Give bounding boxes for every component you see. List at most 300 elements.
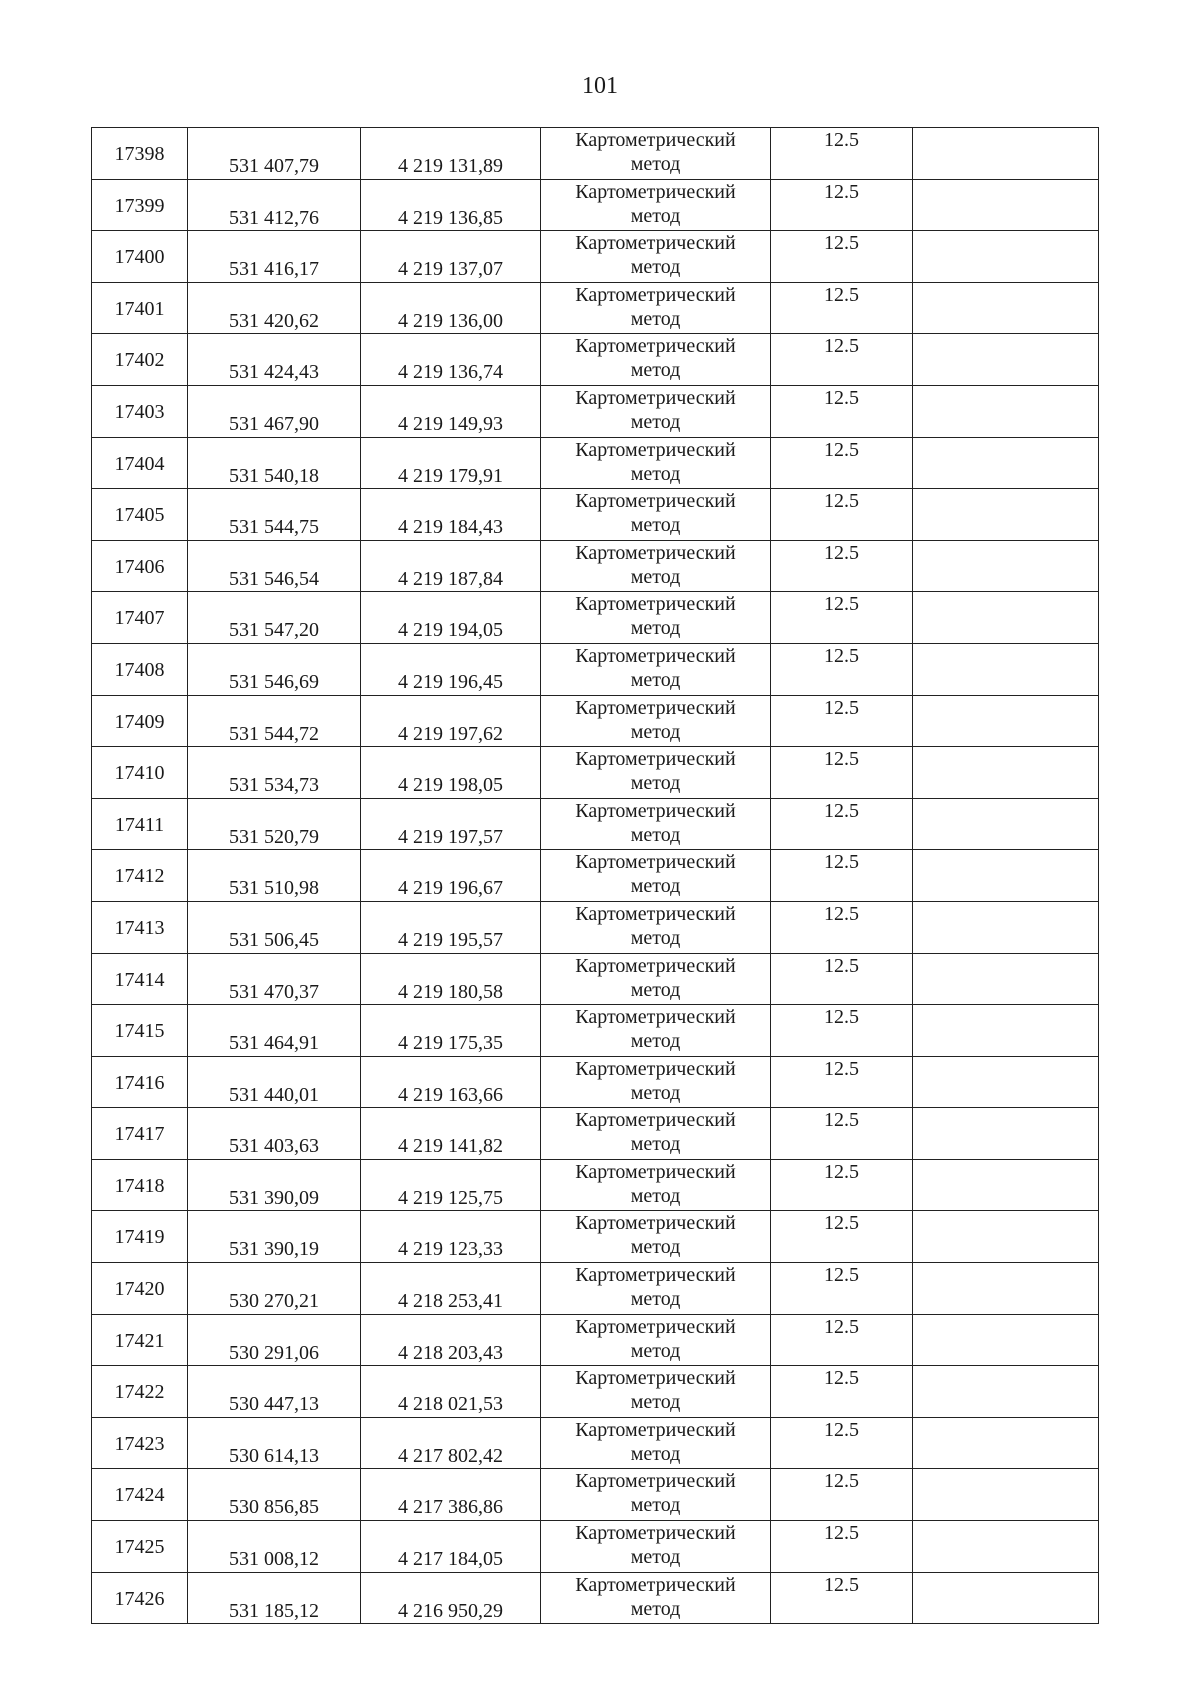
empty-cell bbox=[913, 231, 1099, 283]
empty-cell bbox=[913, 1108, 1099, 1160]
point-number-cell bbox=[92, 1469, 188, 1521]
table-row bbox=[92, 489, 1099, 541]
y-coordinate-cell bbox=[361, 1005, 541, 1057]
table-row bbox=[92, 1469, 1099, 1521]
x-coordinate: 531 546,69 bbox=[229, 670, 319, 693]
method-line-1: Картометрический bbox=[575, 1522, 736, 1545]
point-number-cell bbox=[92, 1572, 188, 1624]
x-coordinate: 530 291,06 bbox=[229, 1341, 319, 1364]
method-line-2: метод bbox=[630, 1339, 681, 1362]
method-line-2: метод bbox=[630, 1288, 681, 1311]
y-coordinate-cell bbox=[361, 592, 541, 644]
point-number: 17408 bbox=[114, 658, 165, 681]
point-number: 17423 bbox=[114, 1432, 165, 1455]
method-line-2: метод bbox=[630, 823, 681, 846]
accuracy-value: 12.5 bbox=[824, 1057, 859, 1080]
method-line-1: Картометрический bbox=[575, 386, 736, 409]
point-number: 17409 bbox=[114, 710, 165, 733]
accuracy-cell bbox=[771, 179, 913, 231]
method-line-2: метод bbox=[630, 462, 681, 485]
point-number: 17407 bbox=[114, 607, 165, 630]
method-cell bbox=[541, 1056, 771, 1108]
point-number-cell bbox=[92, 953, 188, 1005]
point-number-cell bbox=[92, 437, 188, 489]
accuracy-value: 12.5 bbox=[824, 283, 859, 306]
y-coordinate: 4 219 131,89 bbox=[398, 155, 503, 177]
method-line-2: метод bbox=[630, 1236, 681, 1259]
table-row bbox=[92, 850, 1099, 902]
point-number: 17413 bbox=[114, 916, 165, 939]
point-number: 17420 bbox=[114, 1278, 165, 1301]
method-line-1: Картометрический bbox=[575, 1057, 736, 1080]
point-number-cell bbox=[92, 1005, 188, 1057]
empty-cell bbox=[913, 179, 1099, 231]
accuracy-value: 12.5 bbox=[824, 954, 859, 977]
y-coordinate: 4 217 802,42 bbox=[398, 1444, 503, 1467]
accuracy-value: 12.5 bbox=[824, 902, 859, 925]
x-coordinate: 531 440,01 bbox=[229, 1083, 319, 1106]
y-coordinate: 4 216 950,29 bbox=[398, 1599, 503, 1622]
point-number-cell bbox=[92, 489, 188, 541]
accuracy-cell bbox=[771, 1211, 913, 1263]
empty-cell bbox=[913, 1005, 1099, 1057]
method-cell bbox=[541, 489, 771, 541]
accuracy-value: 12.5 bbox=[824, 696, 859, 719]
method-cell bbox=[541, 179, 771, 231]
empty-cell bbox=[913, 489, 1099, 541]
method-line-2: метод bbox=[630, 307, 681, 330]
point-number: 17410 bbox=[114, 762, 165, 785]
x-coordinate-cell bbox=[188, 592, 361, 644]
empty-cell bbox=[913, 437, 1099, 489]
method-line-2: метод bbox=[630, 410, 681, 433]
y-coordinate: 4 219 149,93 bbox=[398, 412, 503, 435]
method-cell bbox=[541, 1211, 771, 1263]
method-cell bbox=[541, 437, 771, 489]
x-coordinate: 530 447,13 bbox=[229, 1393, 319, 1416]
x-coordinate-cell bbox=[188, 334, 361, 386]
method-line-2: метод bbox=[630, 565, 681, 588]
accuracy-cell bbox=[771, 1108, 913, 1160]
point-number-cell bbox=[92, 850, 188, 902]
y-coordinate: 4 219 196,45 bbox=[398, 670, 503, 693]
y-coordinate-cell bbox=[361, 231, 541, 283]
x-coordinate-cell bbox=[188, 695, 361, 747]
y-coordinate-cell bbox=[361, 1263, 541, 1315]
empty-cell bbox=[913, 282, 1099, 334]
table-row bbox=[92, 1572, 1099, 1624]
method-line-1: Картометрический bbox=[575, 1470, 736, 1493]
method-line-1: Картометрический bbox=[575, 438, 736, 461]
method-line-1: Картометрический bbox=[575, 1212, 736, 1235]
empty-cell bbox=[913, 1159, 1099, 1211]
x-coordinate: 531 412,76 bbox=[229, 206, 319, 229]
accuracy-cell bbox=[771, 1056, 913, 1108]
y-coordinate: 4 218 203,43 bbox=[398, 1341, 503, 1364]
accuracy-value: 12.5 bbox=[824, 1470, 859, 1493]
x-coordinate: 531 506,45 bbox=[229, 928, 319, 951]
point-number: 17404 bbox=[114, 452, 165, 475]
point-number-cell bbox=[92, 592, 188, 644]
accuracy-value: 12.5 bbox=[824, 1367, 859, 1390]
y-coordinate-cell bbox=[361, 1366, 541, 1418]
method-line-1: Картометрический bbox=[575, 851, 736, 874]
method-cell bbox=[541, 540, 771, 592]
method-line-1: Картометрический bbox=[575, 799, 736, 822]
method-line-1: Картометрический bbox=[575, 1006, 736, 1029]
method-line-1: Картометрический bbox=[575, 1573, 736, 1596]
x-coordinate-cell bbox=[188, 1108, 361, 1160]
table-row bbox=[92, 437, 1099, 489]
x-coordinate-cell bbox=[188, 901, 361, 953]
accuracy-value: 12.5 bbox=[824, 335, 859, 358]
y-coordinate-cell bbox=[361, 385, 541, 437]
x-coordinate: 531 510,98 bbox=[229, 877, 319, 900]
method-line-2: метод bbox=[630, 1081, 681, 1104]
y-coordinate-cell bbox=[361, 850, 541, 902]
empty-cell bbox=[913, 643, 1099, 695]
accuracy-cell bbox=[771, 850, 913, 902]
point-number: 17403 bbox=[114, 400, 165, 423]
accuracy-value: 12.5 bbox=[824, 386, 859, 409]
empty-cell bbox=[913, 1314, 1099, 1366]
method-line-2: метод bbox=[630, 978, 681, 1001]
table-row bbox=[92, 231, 1099, 283]
y-coordinate-cell bbox=[361, 1417, 541, 1469]
x-coordinate-cell bbox=[188, 1366, 361, 1418]
y-coordinate: 4 219 197,57 bbox=[398, 825, 503, 848]
empty-cell bbox=[913, 1572, 1099, 1624]
table-row bbox=[92, 385, 1099, 437]
x-coordinate-cell bbox=[188, 1263, 361, 1315]
point-number-cell bbox=[92, 798, 188, 850]
x-coordinate: 531 544,75 bbox=[229, 516, 319, 539]
empty-cell bbox=[913, 385, 1099, 437]
x-coordinate-cell bbox=[188, 798, 361, 850]
table-row bbox=[92, 334, 1099, 386]
table-row bbox=[92, 282, 1099, 334]
accuracy-value: 12.5 bbox=[824, 1160, 859, 1183]
empty-cell bbox=[913, 128, 1099, 180]
method-cell bbox=[541, 592, 771, 644]
y-coordinate: 4 219 136,85 bbox=[398, 206, 503, 229]
table-row bbox=[92, 1159, 1099, 1211]
point-number: 17405 bbox=[114, 504, 165, 527]
x-coordinate: 531 520,79 bbox=[229, 825, 319, 848]
x-coordinate: 531 464,91 bbox=[229, 1032, 319, 1055]
point-number-cell bbox=[92, 334, 188, 386]
empty-cell bbox=[913, 850, 1099, 902]
accuracy-cell bbox=[771, 643, 913, 695]
method-line-1: Картометрический bbox=[575, 644, 736, 667]
table-row bbox=[92, 592, 1099, 644]
y-coordinate-cell bbox=[361, 179, 541, 231]
y-coordinate-cell bbox=[361, 334, 541, 386]
method-line-2: метод bbox=[630, 1494, 681, 1517]
point-number: 17426 bbox=[114, 1587, 165, 1610]
y-coordinate-cell bbox=[361, 437, 541, 489]
point-number: 17416 bbox=[114, 1071, 165, 1094]
y-coordinate-cell bbox=[361, 128, 541, 180]
y-coordinate-cell bbox=[361, 1056, 541, 1108]
method-line-2: метод bbox=[630, 1133, 681, 1156]
method-line-2: метод bbox=[630, 153, 681, 175]
table-row bbox=[92, 643, 1099, 695]
accuracy-cell bbox=[771, 1469, 913, 1521]
x-coordinate-cell bbox=[188, 1211, 361, 1263]
x-coordinate-cell bbox=[188, 128, 361, 180]
accuracy-cell bbox=[771, 747, 913, 799]
point-number-cell bbox=[92, 1211, 188, 1263]
method-cell bbox=[541, 1417, 771, 1469]
method-line-2: метод bbox=[630, 1546, 681, 1569]
method-line-1: Картометрический bbox=[575, 129, 736, 151]
table-row bbox=[92, 1263, 1099, 1315]
accuracy-value: 12.5 bbox=[824, 180, 859, 203]
method-line-1: Картометрический bbox=[575, 541, 736, 564]
x-coordinate-cell bbox=[188, 1159, 361, 1211]
point-number-cell bbox=[92, 1314, 188, 1366]
table-row bbox=[92, 1108, 1099, 1160]
y-coordinate-cell bbox=[361, 901, 541, 953]
method-line-1: Картометрический bbox=[575, 902, 736, 925]
x-coordinate-cell bbox=[188, 1005, 361, 1057]
empty-cell bbox=[913, 592, 1099, 644]
method-cell bbox=[541, 1469, 771, 1521]
accuracy-value: 12.5 bbox=[824, 232, 859, 255]
point-number-cell bbox=[92, 385, 188, 437]
method-line-2: метод bbox=[630, 256, 681, 279]
x-coordinate-cell bbox=[188, 385, 361, 437]
method-cell bbox=[541, 1366, 771, 1418]
y-coordinate-cell bbox=[361, 695, 541, 747]
x-coordinate: 531 540,18 bbox=[229, 464, 319, 487]
accuracy-cell bbox=[771, 1314, 913, 1366]
table-row bbox=[92, 1417, 1099, 1469]
method-cell bbox=[541, 850, 771, 902]
x-coordinate: 531 534,73 bbox=[229, 774, 319, 797]
y-coordinate-cell bbox=[361, 489, 541, 541]
empty-cell bbox=[913, 1417, 1099, 1469]
x-coordinate: 531 467,90 bbox=[229, 412, 319, 435]
method-cell bbox=[541, 901, 771, 953]
table-row bbox=[92, 901, 1099, 953]
accuracy-cell bbox=[771, 592, 913, 644]
x-coordinate-cell bbox=[188, 282, 361, 334]
point-number-cell bbox=[92, 1417, 188, 1469]
x-coordinate-cell bbox=[188, 1417, 361, 1469]
table-row bbox=[92, 1314, 1099, 1366]
point-number: 17412 bbox=[114, 865, 165, 888]
coordinates-table bbox=[91, 127, 1099, 1624]
point-number: 17411 bbox=[114, 813, 165, 836]
point-number-cell bbox=[92, 231, 188, 283]
y-coordinate: 4 219 195,57 bbox=[398, 928, 503, 951]
point-number-cell bbox=[92, 128, 188, 180]
method-cell bbox=[541, 747, 771, 799]
y-coordinate-cell bbox=[361, 1521, 541, 1573]
method-line-2: метод bbox=[630, 720, 681, 743]
point-number: 17398 bbox=[114, 143, 165, 165]
accuracy-value: 12.5 bbox=[824, 593, 859, 616]
method-line-2: метод bbox=[630, 1391, 681, 1414]
y-coordinate-cell bbox=[361, 1159, 541, 1211]
y-coordinate: 4 219 184,43 bbox=[398, 516, 503, 539]
x-coordinate-cell bbox=[188, 953, 361, 1005]
method-line-1: Картометрический bbox=[575, 748, 736, 771]
x-coordinate-cell bbox=[188, 1314, 361, 1366]
y-coordinate: 4 219 196,67 bbox=[398, 877, 503, 900]
empty-cell bbox=[913, 1366, 1099, 1418]
page-number: 101 bbox=[582, 73, 618, 99]
x-coordinate: 531 420,62 bbox=[229, 309, 319, 332]
y-coordinate-cell bbox=[361, 643, 541, 695]
x-coordinate-cell bbox=[188, 1469, 361, 1521]
y-coordinate-cell bbox=[361, 1108, 541, 1160]
accuracy-value: 12.5 bbox=[824, 129, 859, 151]
accuracy-cell bbox=[771, 128, 913, 180]
y-coordinate-cell bbox=[361, 1469, 541, 1521]
method-cell bbox=[541, 1572, 771, 1624]
point-number-cell bbox=[92, 1366, 188, 1418]
table-row bbox=[92, 1005, 1099, 1057]
method-line-2: метод bbox=[630, 772, 681, 795]
y-coordinate: 4 219 123,33 bbox=[398, 1238, 503, 1261]
x-coordinate: 531 547,20 bbox=[229, 619, 319, 642]
y-coordinate: 4 218 021,53 bbox=[398, 1393, 503, 1416]
empty-cell bbox=[913, 1263, 1099, 1315]
x-coordinate: 531 185,12 bbox=[229, 1599, 319, 1622]
accuracy-value: 12.5 bbox=[824, 1315, 859, 1338]
method-cell bbox=[541, 282, 771, 334]
table-row bbox=[92, 1211, 1099, 1263]
method-cell bbox=[541, 953, 771, 1005]
accuracy-value: 12.5 bbox=[824, 1109, 859, 1132]
method-line-1: Картометрический bbox=[575, 283, 736, 306]
table-row bbox=[92, 695, 1099, 747]
y-coordinate: 4 219 180,58 bbox=[398, 980, 503, 1003]
method-line-1: Картометрический bbox=[575, 1418, 736, 1441]
point-number: 17421 bbox=[114, 1329, 165, 1352]
method-line-1: Картометрический bbox=[575, 1264, 736, 1287]
point-number-cell bbox=[92, 901, 188, 953]
coordinates-table-body bbox=[92, 128, 1099, 1624]
x-coordinate-cell bbox=[188, 1572, 361, 1624]
table-row bbox=[92, 128, 1099, 180]
method-cell bbox=[541, 1005, 771, 1057]
empty-cell bbox=[913, 1469, 1099, 1521]
x-coordinate: 531 407,79 bbox=[229, 155, 319, 177]
empty-cell bbox=[913, 540, 1099, 592]
method-cell bbox=[541, 1108, 771, 1160]
y-coordinate: 4 219 179,91 bbox=[398, 464, 503, 487]
method-line-1: Картометрический bbox=[575, 490, 736, 513]
point-number-cell bbox=[92, 1056, 188, 1108]
point-number: 17425 bbox=[114, 1536, 165, 1559]
y-coordinate: 4 219 163,66 bbox=[398, 1083, 503, 1106]
method-line-1: Картометрический bbox=[575, 593, 736, 616]
table-row bbox=[92, 747, 1099, 799]
x-coordinate: 530 270,21 bbox=[229, 1290, 319, 1313]
point-number-cell bbox=[92, 1108, 188, 1160]
method-line-1: Картометрический bbox=[575, 696, 736, 719]
point-number: 17402 bbox=[114, 349, 165, 372]
accuracy-value: 12.5 bbox=[824, 1522, 859, 1545]
point-number: 17424 bbox=[114, 1484, 165, 1507]
point-number-cell bbox=[92, 643, 188, 695]
method-cell bbox=[541, 1314, 771, 1366]
y-coordinate-cell bbox=[361, 1572, 541, 1624]
y-coordinate: 4 219 125,75 bbox=[398, 1186, 503, 1209]
x-coordinate: 531 416,17 bbox=[229, 258, 319, 281]
method-line-2: метод bbox=[630, 617, 681, 640]
y-coordinate: 4 217 184,05 bbox=[398, 1548, 503, 1571]
x-coordinate: 531 390,19 bbox=[229, 1238, 319, 1261]
accuracy-cell bbox=[771, 695, 913, 747]
method-line-2: метод bbox=[630, 359, 681, 382]
y-coordinate: 4 217 386,86 bbox=[398, 1496, 503, 1519]
method-line-2: метод bbox=[630, 1597, 681, 1620]
x-coordinate: 531 403,63 bbox=[229, 1135, 319, 1158]
y-coordinate-cell bbox=[361, 798, 541, 850]
table-row bbox=[92, 1056, 1099, 1108]
empty-cell bbox=[913, 1211, 1099, 1263]
point-number: 17415 bbox=[114, 1020, 165, 1043]
point-number: 17400 bbox=[114, 246, 165, 269]
y-coordinate: 4 219 175,35 bbox=[398, 1032, 503, 1055]
point-number-cell bbox=[92, 540, 188, 592]
y-coordinate: 4 219 136,00 bbox=[398, 309, 503, 332]
accuracy-cell bbox=[771, 1572, 913, 1624]
method-line-2: метод bbox=[630, 1442, 681, 1465]
point-number: 17418 bbox=[114, 1174, 165, 1197]
y-coordinate: 4 219 198,05 bbox=[398, 774, 503, 797]
method-cell bbox=[541, 1263, 771, 1315]
method-line-2: метод bbox=[630, 1030, 681, 1053]
y-coordinate: 4 219 141,82 bbox=[398, 1135, 503, 1158]
accuracy-cell bbox=[771, 1159, 913, 1211]
accuracy-cell bbox=[771, 798, 913, 850]
method-line-2: метод bbox=[630, 926, 681, 949]
point-number: 17417 bbox=[114, 1123, 165, 1146]
method-line-1: Картометрический bbox=[575, 232, 736, 255]
accuracy-value: 12.5 bbox=[824, 748, 859, 771]
method-cell bbox=[541, 798, 771, 850]
accuracy-value: 12.5 bbox=[824, 438, 859, 461]
method-line-2: метод bbox=[630, 514, 681, 537]
point-number-cell bbox=[92, 282, 188, 334]
accuracy-value: 12.5 bbox=[824, 1264, 859, 1287]
accuracy-value: 12.5 bbox=[824, 1573, 859, 1596]
accuracy-value: 12.5 bbox=[824, 1418, 859, 1441]
x-coordinate-cell bbox=[188, 179, 361, 231]
y-coordinate: 4 218 253,41 bbox=[398, 1290, 503, 1313]
table-row bbox=[92, 1521, 1099, 1573]
y-coordinate-cell bbox=[361, 1211, 541, 1263]
method-line-2: метод bbox=[630, 204, 681, 227]
point-number-cell bbox=[92, 747, 188, 799]
x-coordinate-cell bbox=[188, 231, 361, 283]
table-row bbox=[92, 1366, 1099, 1418]
accuracy-cell bbox=[771, 385, 913, 437]
y-coordinate: 4 219 137,07 bbox=[398, 258, 503, 281]
accuracy-cell bbox=[771, 231, 913, 283]
method-cell bbox=[541, 1159, 771, 1211]
accuracy-cell bbox=[771, 1366, 913, 1418]
accuracy-cell bbox=[771, 1005, 913, 1057]
accuracy-value: 12.5 bbox=[824, 851, 859, 874]
method-cell bbox=[541, 695, 771, 747]
